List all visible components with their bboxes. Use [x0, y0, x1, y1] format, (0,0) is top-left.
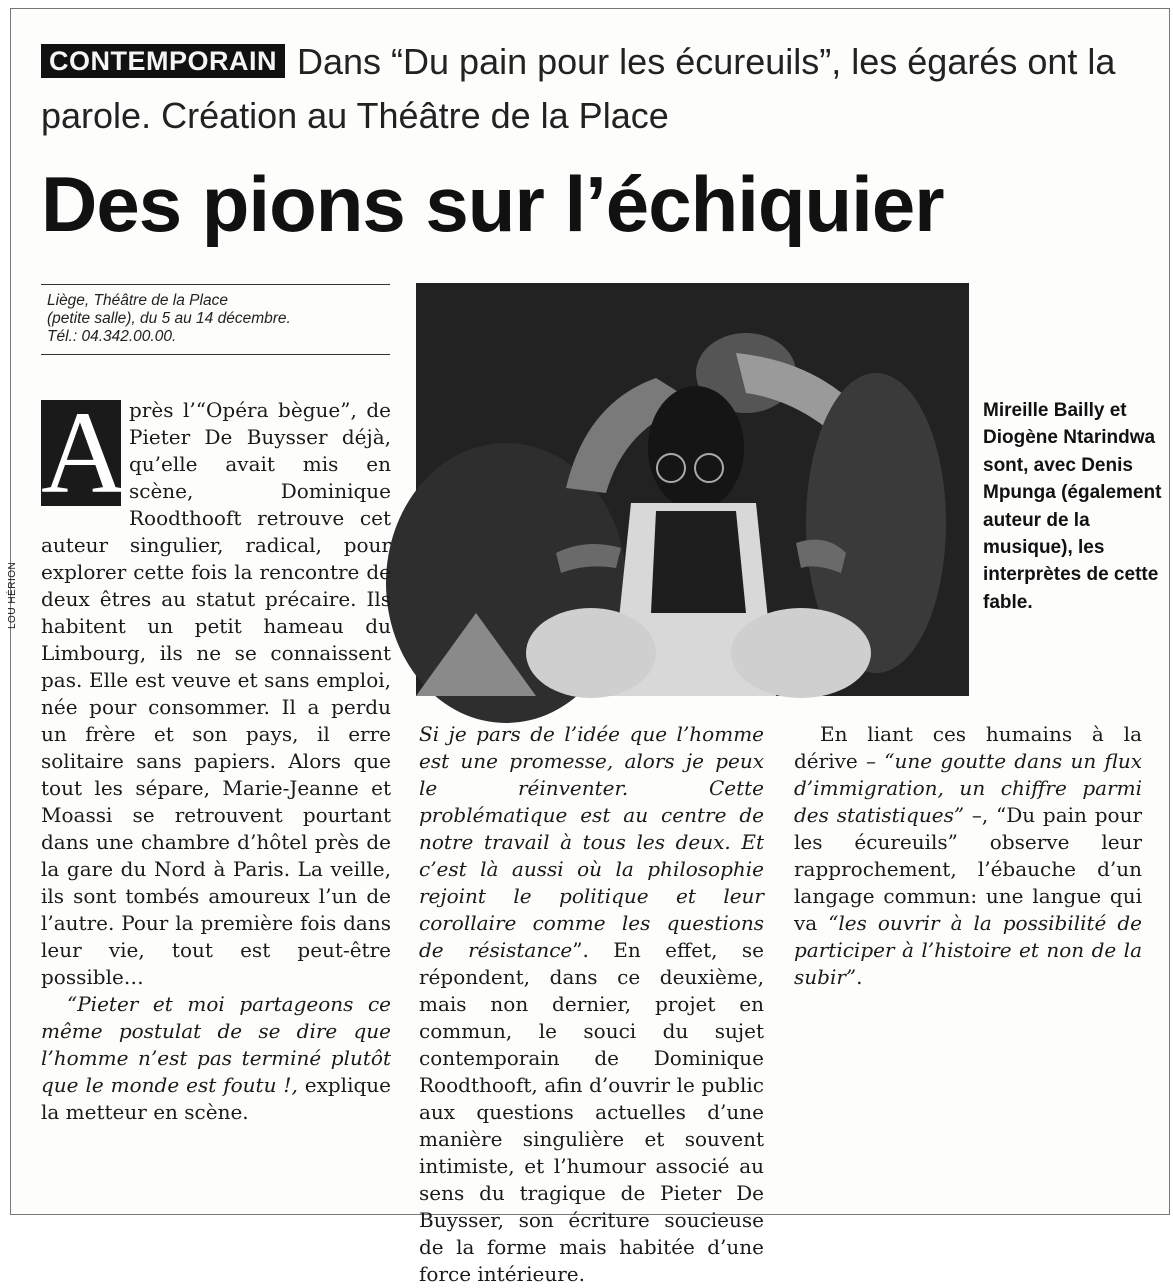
drop-cap: A	[41, 387, 127, 518]
venue-line: Liège, Théâtre de la Place	[47, 292, 228, 309]
body-text: ”. En effet, se répondent, dans ce deuxième, mais non dernier, projet en commun, le souci du sujet contemporain de Dominique Roodthooft, afin d’ouvrir le public aux questions actuelles d’une manière singulière et souvent intimiste, et l’humour associé au sens du tragique de Pieter De Buysser, son écriture soucieuse de la forme mais habitée d’une force intérieure.	[419, 938, 764, 1286]
venue-info	[41, 284, 390, 355]
performance-photo	[416, 283, 969, 696]
headline: Des pions sur l’échiquier	[41, 160, 944, 248]
quote-text-continued: Si je pars de l’idée que l’homme est une promesse, alors je peux le réinventer. Cette problématique est au centre de notre travail à tous les deux. Et c’est là aussi où la philosophie rejoint le politique et leur corollaire comme les questions de résistance	[419, 722, 764, 962]
subhead: Dans “Du pain pour les écureuils”, les égarés ont la parole. Création au Théâtre de la Place	[41, 41, 1116, 136]
closing-quote-b: “les ouvrir à la possibilité de participer à l’histoire et non de la subir”	[794, 911, 1142, 989]
lead-paragraph	[41, 387, 391, 991]
newspaper-clipping	[7, 8, 1170, 1286]
article-body-column-3	[794, 721, 1142, 991]
closing-quote-a: “une goutte dans un flux d’immigration, un chiffre parmi des statistiques”	[794, 749, 1142, 827]
quote-continuation	[419, 721, 764, 1288]
photo-illustration	[416, 283, 969, 696]
article-body-column-2	[419, 721, 764, 1286]
closing-paragraph	[794, 721, 1142, 991]
photo-caption: Mireille Bailly et Diogène Ntarindwa sont, avec Denis Mpunga (également auteur de la musique), les interprètes de cette fable.	[983, 400, 1162, 613]
photo-credit: LOU HÉRION	[7, 561, 18, 629]
dates-line: (petite salle), du 5 au 14 décembre.	[47, 310, 291, 327]
closing-text-a: En liant ces humains à la dérive –	[794, 722, 1142, 773]
subhead-row	[41, 35, 1141, 143]
quote-attribution: explique la metteur en scène.	[41, 1073, 391, 1124]
article-body-column-1	[41, 387, 391, 1126]
phone-line: Tél.: 04.342.00.00.	[47, 328, 177, 345]
quote-paragraph	[41, 991, 391, 1126]
closing-text-c: .	[856, 965, 863, 989]
closing-text-b: –, “Du pain pour les écureuils” observe leur rapprochement, l’ébauche d’un langage commun: une langue qui va	[794, 803, 1143, 935]
lead-text: près l’“Opéra bègue”, de Pieter De Buysser déjà, qu’elle avait mis en scène, Dominique Roodthooft retrouve cet auteur singulier, radical, pour explorer cette fois la rencontre de deux êtres au statut précaire. Ils habitent un petit hameau du Limbourg, ils ne se connaissent pas. Elle est veuve et sans emploi, née pour consommer. Il a perdu un frère et son pays, il erre solitaire sans papiers. Alors que tout les sépare, Marie-Jeanne et Moassi se retrouvent pourtant dans une chambre d’hôtel près de la gare du Nord à Paris. La veille, ils sont tombés amoureux l’un de l’autre. Pour la première fois dans leur vie, tout est peut-être possible…	[41, 398, 391, 989]
quote-text: “Pieter et moi partageons ce même postulat de se dire que l’homme n’est pas terminé plutôt que le monde est foutu !,	[41, 992, 391, 1097]
section-kicker: CONTEMPORAIN	[41, 44, 285, 78]
